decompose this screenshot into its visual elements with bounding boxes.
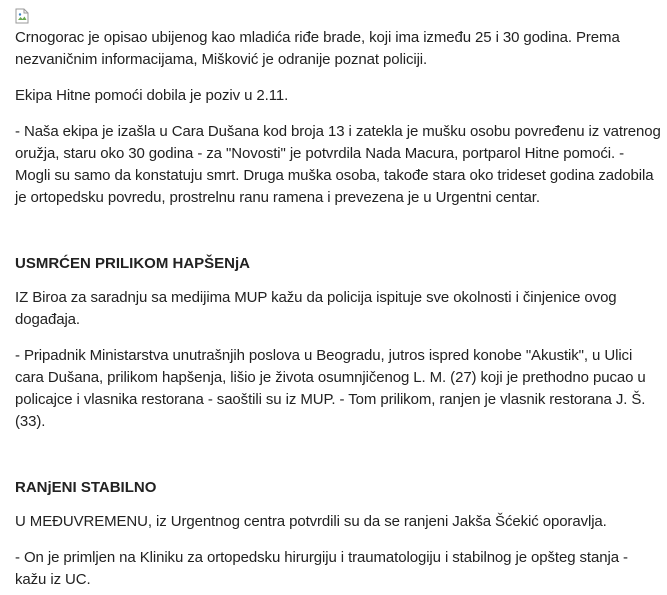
article-body [15, 8, 663, 591]
section-spacer [15, 433, 663, 477]
section-spacer [15, 209, 663, 253]
intro-paragraph-2: Ekipa Hitne pomoći dobila je poziv u 2.11. [15, 87, 289, 104]
section-heading-wounded: RANjENI STABILNO [15, 479, 157, 496]
broken-image-icon [15, 8, 29, 24]
section2-paragraph-2: - On je primljen na Kliniku za ortopedsku hirurgiju i traumatologiju i stabilnog je opšteg stanja - kažu iz UC. [15, 549, 628, 588]
section1-paragraph-2: - Pripadnik Ministarstva unutrašnjih poslova u Beogradu, jutros ispred konobe "Akustik", u Ulici cara Dušana, prilikom hapšenja, lišio je života osumnjičenog L. M. (27) koji je prethodno pucao u policajce i vlasnika restorana - saoštili su iz MUP. - Tom prilikom, ranjen je vlasnik restorana J. Š. (33). [15, 347, 646, 430]
heading-spacer [15, 499, 663, 511]
intro-paragraph-1: Crnogorac je opisao ubijenog kao mladića riđe brade, koji ima između 25 i 30 godina. Prema nezvaničnim informacijama, Mišković je odranije poznat policiji. [15, 29, 620, 68]
section2-paragraph-1: U MEĐUVREMENU, iz Urgentnog centra potvrdili su da se ranjeni Jakša Šćekić oporavlja. [15, 513, 607, 530]
section-heading-arrest: USMRĆEN PRILIKOM HAPŠENjA [15, 255, 251, 272]
heading-spacer [15, 275, 663, 287]
intro-paragraph-3: - Naša ekipa je izašla u Cara Dušana kod broja 13 i zatekla je mušku osobu povređenu iz vatrenog oružja, staru oko 30 godina - za "Novosti" je potvrdila Nada Macura, portparol Hitne pomoći. - Mogli su samo da konstatuju smrt. Druga muška osoba, takođe stara oko trideset godina zadobila je ortopedsku povredu, prostrelnu ranu ramena i prevezena je u Urgentni centar. [15, 123, 661, 206]
section1-paragraph-1: IZ Biroa za saradnju sa medijima MUP kažu da policija ispituje sve okolnosti i činjenice ovog događaja. [15, 289, 617, 328]
